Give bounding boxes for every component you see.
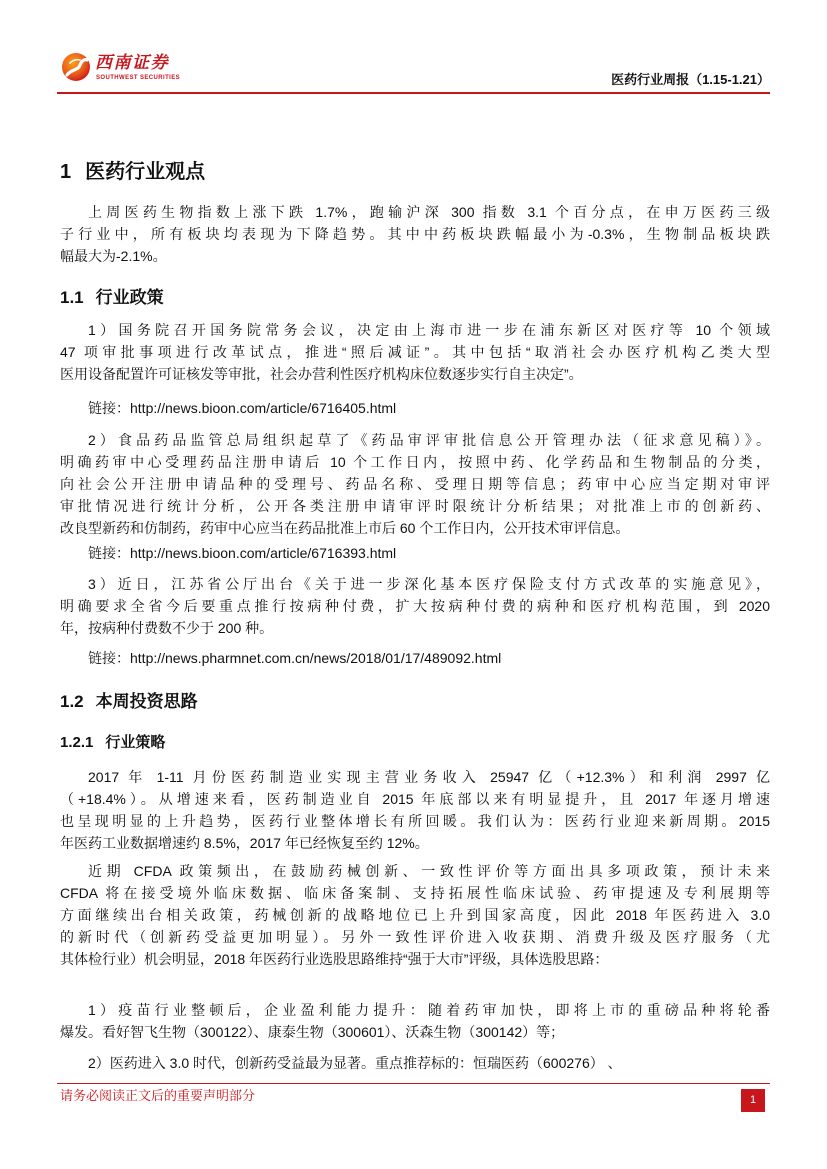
text-line: 明确要求全省今后要重点推行按病种付费，扩大按病种付费的病种和医疗机构范围，到 2020 — [60, 598, 770, 614]
section-number: 1 — [60, 161, 72, 183]
text-line: 改良型新药和仿制药，药审中心应当在药品批准上市后 60 个工作日内，公开技术审评信息。 — [60, 520, 630, 536]
link-label: 链接： — [88, 400, 130, 416]
text-line: 年医药工业数据增速约 8.5%，2017 年已经恢复至约 12%。 — [60, 835, 429, 851]
policy-item-3 — [60, 573, 770, 639]
link-label: 链接： — [88, 650, 130, 666]
link-line — [88, 397, 770, 419]
logo-text-cn: 西南证券 — [95, 53, 169, 73]
section-heading-1-2 — [60, 691, 198, 713]
policy-item-1-link — [60, 397, 770, 419]
text-line: 3）近日，江苏省公厅出台《关于进一步深化基本医疗保险支付方式改革的实施意见》， — [88, 576, 770, 592]
section-heading-1 — [60, 160, 205, 184]
header-divider — [57, 92, 770, 94]
footer-divider — [57, 1083, 770, 1084]
section-number: 1.2.1 — [60, 734, 94, 751]
text-line: 医用设备配置许可证核发等审批，社会办营利性医疗机构床位数逐步实行自主决定”。 — [60, 366, 583, 382]
paragraph — [60, 766, 770, 854]
text-line: 2）食品药品监管总局组织起草了《药品审评审批信息公开管理办法（征求意见稿）》。 — [88, 432, 770, 448]
text-line: 47 项审批事项进行改革试点，推进“照后减证”。其中包括“取消社会办医疗机构乙类大型 — [60, 344, 770, 360]
text-line: （+18.4%）。从增速来看，医药制造业自 2015 年底部以来有明显提升，且 2017 年逐月增速 — [60, 791, 770, 807]
link-line — [88, 647, 770, 669]
section-number: 1.2 — [60, 692, 84, 711]
company-logo-icon — [61, 52, 91, 82]
policy-item-3-link — [60, 647, 770, 669]
section-number: 1.1 — [60, 288, 84, 307]
footer-disclaimer: 请务必阅读正文后的重要声明部分 — [60, 1089, 256, 1104]
paragraph — [60, 1052, 770, 1074]
text-line: CFDA 将在接受境外临床数据、临床备案制、支持拓展性临床试验、药审提速及专利展期等 — [60, 885, 770, 901]
section-title: 行业政策 — [95, 288, 164, 307]
report-title: 医药行业周报（1.15-1.21） — [611, 72, 770, 87]
text-line: 1）国务院召开国务院常务会议，决定由上海市进一步在浦东新区对医疗等 10 个领域 — [88, 322, 770, 338]
policy-item-2 — [60, 429, 770, 539]
page-number: 1 — [741, 1089, 765, 1112]
text-line: 爆发。看好智飞生物（300122）、康泰生物（300601）、沃森生物（300142）等； — [60, 1024, 565, 1040]
text-line: 明确药审中心受理药品注册申请后 10 个工作日内，按照中药、化学药品和生物制品的分类， — [60, 454, 770, 470]
section-title: 行业策略 — [105, 734, 166, 751]
section-heading-1-1 — [60, 287, 164, 309]
text-line: 子行业中，所有板块均表现为下降趋势。其中中药板块跌幅最小为-0.3%，生物制品板块跌 — [60, 226, 770, 242]
paragraph — [60, 999, 770, 1043]
text-line: 方面继续出台相关政策，药械创新的战略地位已上升到国家高度，因此 2018 年医药进入 3.0 — [60, 907, 770, 923]
text-line: 也呈现明显的上升趋势，医药行业整体增长有所回暖。我们认为：医药行业迎来新周期。2015 — [60, 813, 770, 829]
link-url[interactable]: http://news.bioon.com/article/6716405.html — [130, 400, 397, 416]
policy-item-2-link — [60, 542, 770, 564]
policy-item-1 — [60, 319, 770, 385]
paragraph — [60, 201, 770, 267]
text-line: 年，按病种付费数不少于 200 种。 — [60, 620, 274, 636]
link-line — [88, 542, 770, 564]
paragraph — [60, 860, 770, 970]
text-line: 近期 CFDA 政策频出，在鼓励药械创新、一致性评价等方面出具多项政策，预计未来 — [88, 863, 770, 879]
text-line: 2017 年 1-11 月份医药制造业实现主营业务收入 25947 亿（+12.3%）和利润 2997 亿 — [88, 769, 770, 785]
link-url[interactable]: http://news.bioon.com/article/6716393.html — [130, 545, 397, 561]
text-line: 2）医药进入 3.0 时代，创新药受益最为显著。重点推荐标的：恒瑞医药（600276） 、 — [88, 1055, 622, 1071]
text-line: 向社会公开注册申请品种的受理号、药品名称、受理日期等信息；药审中心应当定期对审评 — [60, 476, 770, 492]
link-url[interactable]: http://news.pharmnet.com.cn/news/2018/01/17/489092.html — [130, 650, 502, 666]
text-line: 其体检行业）机会明显，2018 年医药行业选股思路维持“强于大市”评级，具体选股思路： — [60, 951, 609, 967]
text-line: 上周医药生物指数上涨下跌 1.7%，跑输沪深 300 指数 3.1 个百分点，在申万医药三级 — [88, 204, 770, 220]
section-title: 医药行业观点 — [85, 161, 206, 183]
text-line: 幅最大为-2.1%。 — [60, 248, 167, 264]
section-title: 本周投资思路 — [95, 692, 198, 711]
text-line: 审批情况进行统计分析，公开各类注册申请审评时限统计分析结果；对批准上市的创新药、 — [60, 498, 770, 514]
text-line: 1）疫苗行业整顿后，企业盈利能力提升：随着药审加快，即将上市的重磅品种将轮番 — [88, 1002, 770, 1018]
logo-text-en: SOUTHWEST SECURITIES — [96, 75, 181, 81]
section-heading-1-2-1 — [60, 732, 165, 754]
link-label: 链接： — [88, 545, 130, 561]
text-line: 的新时代（创新药受益更加明显）。另外一致性评价进入收获期、消费升级及医疗服务（尤 — [60, 929, 770, 945]
